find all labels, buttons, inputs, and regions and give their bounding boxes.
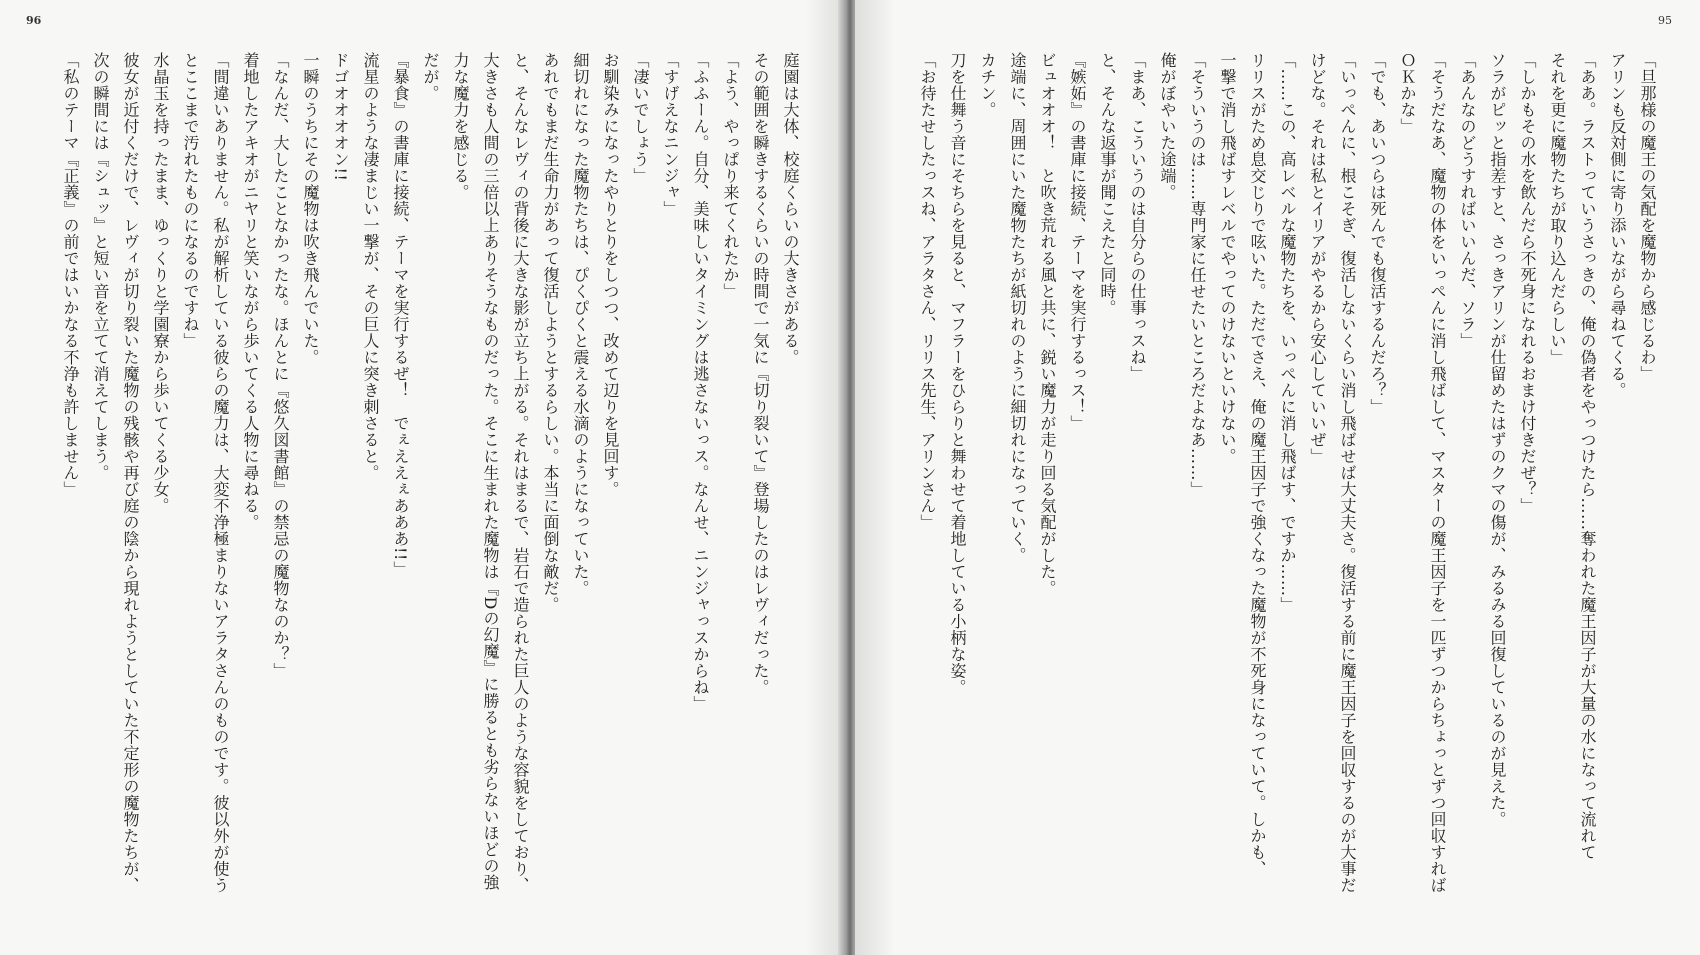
text-line: 力な魔力を感じる。 bbox=[451, 52, 470, 201]
right-page-number: 95 bbox=[1658, 14, 1672, 27]
text-line: とここまで汚れたものになるのですね」 bbox=[181, 52, 200, 349]
text-line: ＯＫかな」 bbox=[1398, 52, 1417, 135]
text-line: 「いっぺんに、根こそぎ、復活しないくらい消し飛ばせば大丈夫さ。復活する前に魔王因子を回収するのが大事だ bbox=[1338, 52, 1357, 894]
text-line: 「旦那様の魔王の気配を魔物から感じるわ」 bbox=[1638, 52, 1657, 382]
text-line: 「私のテーマ『正義』の前ではいかなる不浄も許しません」 bbox=[61, 52, 80, 498]
text-line: それを更に魔物たちが取り込んだらしい」 bbox=[1548, 52, 1567, 366]
text-line: 俺がぼやいた途端。 bbox=[1158, 52, 1177, 201]
text-line: 「あんなのどうすればいいんだ、ソラ」 bbox=[1458, 52, 1477, 349]
right-page-body bbox=[887, 52, 1662, 920]
text-line: 「なんだ、大したことなかったな。ほんとに『悠久図書館』の禁忌の魔物なのか？」 bbox=[271, 52, 290, 679]
text-line: 次の瞬間には『シュッ』と短い音を立てて消えてしまう。 bbox=[91, 52, 110, 481]
text-line: 「そうだなあ、魔物の体をいっぺんに消し飛ばして、マスターの魔王因子を一匹ずつからちょっとずつ回収すれば bbox=[1428, 52, 1447, 894]
text-line: 彼女が近付くだけで、レヴィが切り裂いた魔物の残骸や再び庭の陰から現れようとしていた不定形の魔物たちが、 bbox=[121, 52, 140, 894]
text-line: あれでもまだ生命力があって復活しようとするらしい。本当に面倒な敵だ。 bbox=[541, 52, 560, 613]
text-line: 「まあ、こういうのは自分らの仕事っスね」 bbox=[1128, 52, 1147, 382]
left-page-body bbox=[35, 52, 805, 920]
text-line: 「でも、あいつらは死んでも復活するんだろ？」 bbox=[1368, 52, 1387, 415]
text-line: 「……この、高レベルな魔物たちを、いっぺんに消し飛ばす、ですか……」 bbox=[1278, 52, 1297, 613]
right-page bbox=[855, 0, 1700, 955]
text-line: 「間違いありません。私が解析している彼らの魔力は、大変不浄極まりないアラタさんのものです。彼以外が使う bbox=[211, 52, 230, 894]
text-line: ビュオオオ！ と吹き荒れる風と共に、鋭い魔力が走り回る気配がした。 bbox=[1038, 52, 1057, 597]
text-line: リリスがため息交じりで呟いた。ただでさえ、俺の魔王因子で強くなった魔物が不死身になっていて。しかも、 bbox=[1248, 52, 1267, 877]
text-line: だが。 bbox=[421, 52, 440, 102]
text-line: アリンも反対側に寄り添いながら尋ねてくる。 bbox=[1608, 52, 1627, 399]
text-line: 「よう、やっぱり来てくれたか」 bbox=[721, 52, 740, 300]
text-line: カチン。 bbox=[978, 52, 997, 118]
text-line: 「お待たせしたっスね、アラタさん、リリス先生、アリンさん」 bbox=[918, 52, 937, 531]
text-line: その範囲を瞬きするくらいの時間で一気に『切り裂いて』登場したのはレヴィだった。 bbox=[751, 52, 770, 696]
text-line: 「そういうのは……専門家に任せたいところだよなあ……」 bbox=[1188, 52, 1207, 498]
text-line: 庭園は大体、校庭くらいの大きさがある。 bbox=[781, 52, 800, 366]
text-line: 一撃で消し飛ばすレベルでやってのけないといけない。 bbox=[1218, 52, 1237, 465]
text-line: 「ああ。ラストっていうさっきの、俺の偽者をやっつけたら……奪われた魔王因子が大量の水になって流れて bbox=[1578, 52, 1597, 861]
text-line: ドゴオオオオン!! bbox=[331, 52, 350, 182]
text-line: 大きさも人間の三倍以上ありそうなものだった。そこに生まれた魔物は『Dの幻魔』に勝るとも劣らないほどの強 bbox=[481, 52, 500, 891]
text-line: 「ふふーん。自分、美味しいタイミングは逃さないっス。なんせ、ニンジャっスからね」 bbox=[691, 52, 710, 712]
text-line: お馴染みになったやりとりをしつつ、改めて辺りを見回す。 bbox=[601, 52, 620, 498]
text-line: 流星のような凄まじい一撃が、その巨人に突き刺さると。 bbox=[361, 52, 380, 481]
text-line: 『暴食』の書庫に接続、テーマを実行するぜ！ でぇええぇあああ!!」 bbox=[391, 52, 410, 578]
text-line: 「すげえなニンジャ」 bbox=[661, 52, 680, 217]
text-line: 一瞬のうちにその魔物は吹き飛んでいた。 bbox=[301, 52, 320, 366]
left-page-number: 96 bbox=[26, 14, 42, 27]
text-line: ソラがピッと指差すと、さっきアリンが仕留めたはずのクマの傷が、みるみる回復しているのが見えた。 bbox=[1488, 52, 1507, 828]
text-line: 水晶玉を持ったまま、ゆっくりと学園寮から歩いてくる少女。 bbox=[151, 52, 170, 514]
text-line: 着地したアキオがニヤリと笑いながら歩いてくる人物に尋ねる。 bbox=[241, 52, 260, 531]
text-line: 「凄いでしょう」 bbox=[631, 52, 650, 184]
text-line: と、そんなレヴィの背後に大きな影が立ち上がる。それはまるで、岩石で造られた巨人のような容貌をしており、 bbox=[511, 52, 530, 894]
text-line: 刀を仕舞う音にそちらを見ると、マフラーをひらりと舞わせて着地している小柄な姿。 bbox=[948, 52, 967, 696]
text-line: 『嫉妬』の書庫に接続、テーマを実行するっス！」 bbox=[1068, 52, 1087, 432]
text-line: 途端に、周囲にいた魔物たちが紙切れのように細切れになっていく。 bbox=[1008, 52, 1027, 564]
left-page bbox=[0, 0, 845, 955]
text-line: けどな。それは私とイリアがやるから安心していいぜ」 bbox=[1308, 52, 1327, 465]
text-line: 「しかもその水を飲んだら不死身になれるおまけ付きだぜ？」 bbox=[1518, 52, 1537, 514]
text-line: と、そんな返事が聞こえたと同時。 bbox=[1098, 52, 1117, 316]
text-line: 細切れになった魔物たちは、ぴくぴくと震える水滴のようになっていた。 bbox=[571, 52, 590, 597]
